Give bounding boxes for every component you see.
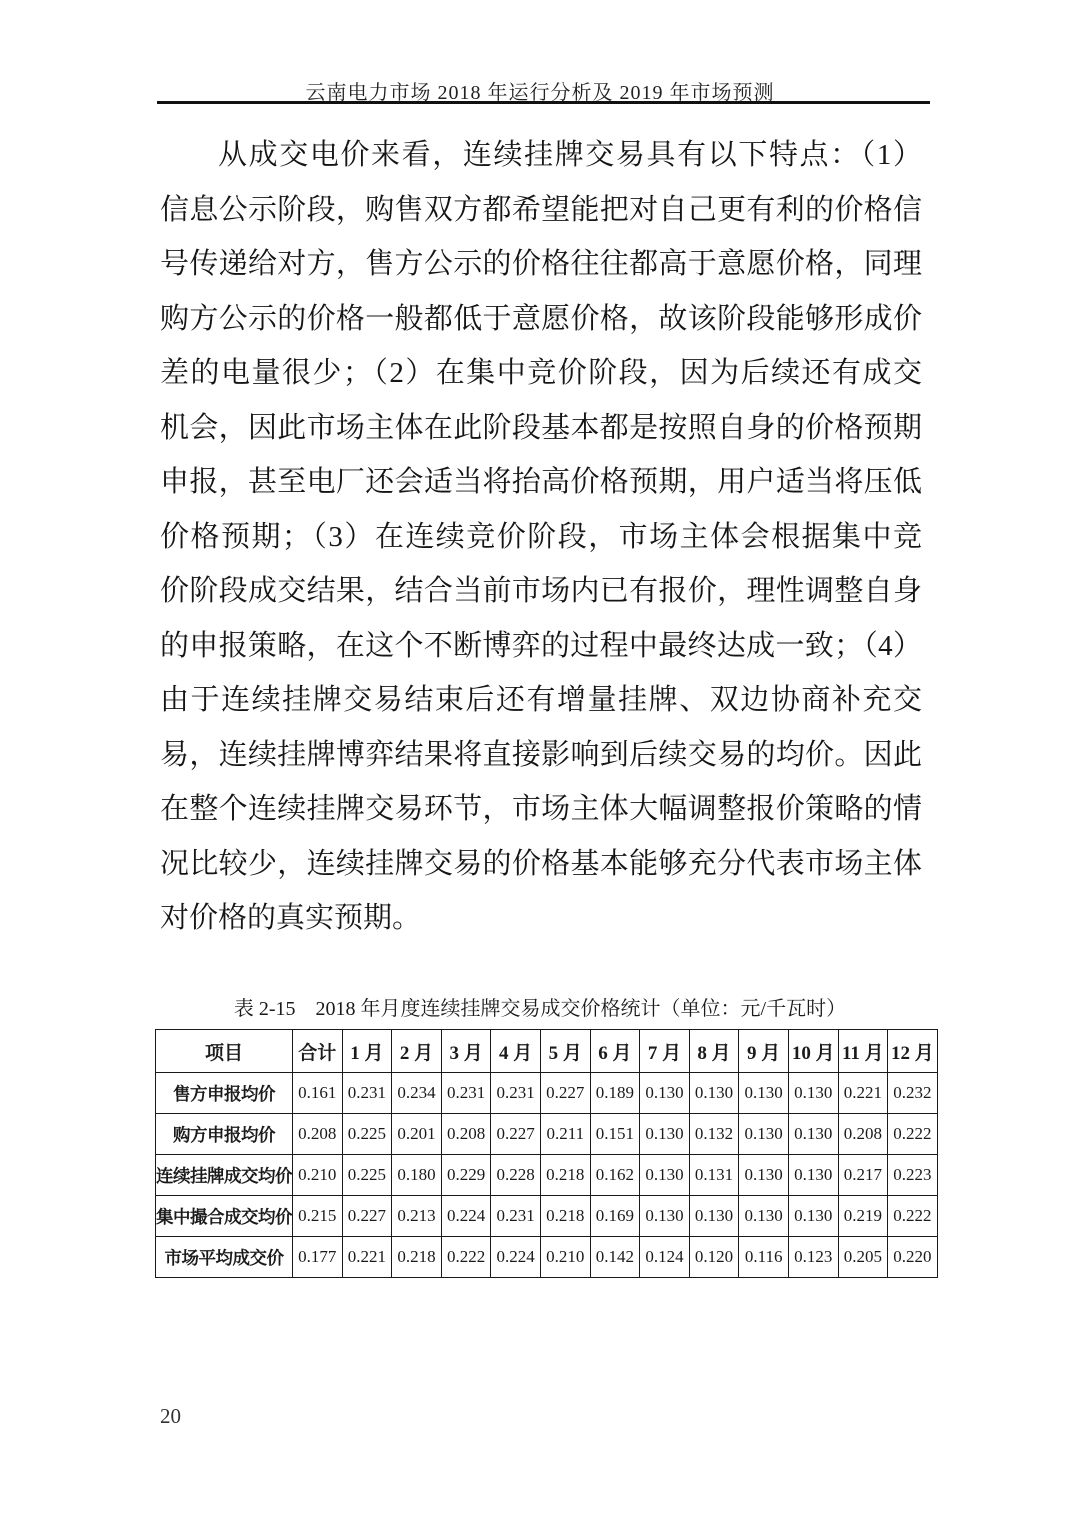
column-header: 10 月 — [788, 1030, 838, 1073]
price-cell: 0.180 — [392, 1155, 442, 1196]
price-cell: 0.231 — [342, 1073, 392, 1114]
price-cell: 0.130 — [739, 1155, 789, 1196]
price-cell: 0.222 — [888, 1196, 938, 1237]
price-cell: 0.130 — [788, 1196, 838, 1237]
header-rule — [157, 101, 930, 104]
paragraph-line: 机会，因此市场主体在此阶段基本都是按照自身的价格预期 — [160, 411, 922, 444]
price-cell: 0.231 — [491, 1196, 541, 1237]
column-header: 3 月 — [441, 1030, 491, 1073]
price-cell: 0.130 — [739, 1196, 789, 1237]
price-cell: 0.223 — [888, 1155, 938, 1196]
price-cell: 0.217 — [838, 1155, 888, 1196]
price-cell: 0.234 — [392, 1073, 442, 1114]
table-row — [156, 1114, 938, 1155]
row-label: 连续挂牌成交均价 — [156, 1155, 293, 1196]
price-cell: 0.151 — [590, 1114, 640, 1155]
price-cell: 0.116 — [739, 1237, 789, 1278]
running-header: 云南电力市场 2018 年运行分析及 2019 年市场预测 — [305, 82, 775, 104]
column-header: 12 月 — [888, 1030, 938, 1073]
price-cell: 0.130 — [689, 1073, 739, 1114]
column-header: 11 月 — [838, 1030, 888, 1073]
price-cell: 0.169 — [590, 1196, 640, 1237]
price-cell: 0.213 — [392, 1196, 442, 1237]
price-cell: 0.130 — [640, 1155, 690, 1196]
table-row — [156, 1073, 938, 1114]
table-row — [156, 1237, 938, 1278]
price-cell: 0.219 — [838, 1196, 888, 1237]
price-cell: 0.231 — [491, 1073, 541, 1114]
table-row — [156, 1155, 938, 1196]
paragraph-line: 价阶段成交结果，结合当前市场内已有报价，理性调整自身 — [160, 575, 922, 607]
table-body — [156, 1073, 938, 1278]
price-cell: 0.130 — [640, 1196, 690, 1237]
price-cell: 0.222 — [888, 1114, 938, 1155]
price-cell: 0.218 — [540, 1196, 590, 1237]
price-cell: 0.227 — [540, 1073, 590, 1114]
table-head — [156, 1030, 938, 1073]
price-cell: 0.130 — [739, 1073, 789, 1114]
price-cell: 0.130 — [640, 1073, 690, 1114]
price-cell: 0.208 — [838, 1114, 888, 1155]
price-cell: 0.224 — [491, 1237, 541, 1278]
table-header-row — [156, 1030, 938, 1073]
price-cell: 0.218 — [392, 1237, 442, 1278]
price-cell: 0.225 — [342, 1114, 392, 1155]
price-cell: 0.220 — [888, 1237, 938, 1278]
price-cell: 0.130 — [788, 1114, 838, 1155]
paragraph-line: 号传递给对方，售方公示的价格往往都高于意愿价格，同理 — [160, 248, 922, 280]
price-cell: 0.228 — [491, 1155, 541, 1196]
price-cell: 0.189 — [590, 1073, 640, 1114]
price-cell: 0.215 — [293, 1196, 343, 1237]
paragraph-line: 购方公示的价格一般都低于意愿价格，故该阶段能够形成价 — [160, 302, 922, 335]
price-cell: 0.227 — [491, 1114, 541, 1155]
price-cell: 0.211 — [540, 1114, 590, 1155]
paragraph-line: 从成交电价来看，连续挂牌交易具有以下特点：（1） — [218, 139, 922, 171]
price-cell: 0.130 — [788, 1073, 838, 1114]
price-cell: 0.131 — [689, 1155, 739, 1196]
paragraph-line: 对价格的真实预期。 — [160, 902, 422, 934]
price-cell: 0.130 — [640, 1114, 690, 1155]
column-header: 6 月 — [590, 1030, 640, 1073]
paragraph-line: 况比较少，连续挂牌交易的价格基本能够充分代表市场主体 — [160, 847, 922, 880]
price-cell: 0.205 — [838, 1237, 888, 1278]
row-label: 购方申报均价 — [156, 1114, 293, 1155]
price-cell: 0.221 — [342, 1237, 392, 1278]
price-cell: 0.225 — [342, 1155, 392, 1196]
price-cell: 0.221 — [838, 1073, 888, 1114]
column-header: 项目 — [156, 1030, 293, 1073]
paragraph-line: 差的电量很少；（2）在集中竞价阶段，因为后续还有成交 — [160, 357, 922, 389]
paragraph-line: 由于连续挂牌交易结束后还有增量挂牌、双边协商补充交 — [160, 684, 922, 716]
column-header: 8 月 — [689, 1030, 739, 1073]
price-cell: 0.210 — [540, 1237, 590, 1278]
paragraph-line: 的申报策略，在这个不断博弈的过程中最终达成一致；（4） — [160, 629, 922, 662]
paragraph-line: 价格预期；（3）在连续竞价阶段，市场主体会根据集中竞 — [160, 520, 922, 553]
paragraph-line: 信息公示阶段，购售双方都希望能把对自己更有利的价格信 — [160, 193, 922, 226]
table-caption: 表 2-15 2018 年月度连续挂牌交易成交价格统计（单位：元/千瓦时） — [233, 998, 847, 1020]
column-header: 1 月 — [342, 1030, 392, 1073]
row-label: 市场平均成交价 — [156, 1237, 293, 1278]
price-cell: 0.218 — [540, 1155, 590, 1196]
price-cell: 0.124 — [640, 1237, 690, 1278]
price-cell: 0.232 — [888, 1073, 938, 1114]
paragraph-line: 在整个连续挂牌交易环节，市场主体大幅调整报价策略的情 — [160, 793, 922, 825]
price-cell: 0.130 — [689, 1196, 739, 1237]
price-cell: 0.208 — [441, 1114, 491, 1155]
column-header: 4 月 — [491, 1030, 541, 1073]
price-cell: 0.227 — [342, 1196, 392, 1237]
column-header: 7 月 — [640, 1030, 690, 1073]
price-cell: 0.132 — [689, 1114, 739, 1155]
price-cell: 0.130 — [739, 1114, 789, 1155]
price-cell: 0.123 — [788, 1237, 838, 1278]
price-cell: 0.229 — [441, 1155, 491, 1196]
body-paragraph — [160, 128, 922, 946]
paragraph-line: 易，连续挂牌博弈结果将直接影响到后续交易的均价。因此 — [160, 738, 922, 771]
price-cell: 0.224 — [441, 1196, 491, 1237]
price-table — [155, 1029, 938, 1278]
price-cell: 0.210 — [293, 1155, 343, 1196]
column-header: 2 月 — [392, 1030, 442, 1073]
price-cell: 0.162 — [590, 1155, 640, 1196]
table-row — [156, 1196, 938, 1237]
price-cell: 0.130 — [788, 1155, 838, 1196]
price-cell: 0.231 — [441, 1073, 491, 1114]
page-number: 20 — [160, 1404, 181, 1428]
price-cell: 0.201 — [392, 1114, 442, 1155]
row-label: 集中撮合成交均价 — [156, 1196, 293, 1237]
column-header: 5 月 — [540, 1030, 590, 1073]
column-header: 9 月 — [739, 1030, 789, 1073]
price-cell: 0.161 — [293, 1073, 343, 1114]
column-header: 合计 — [293, 1030, 343, 1073]
price-cell: 0.208 — [293, 1114, 343, 1155]
price-cell: 0.177 — [293, 1237, 343, 1278]
price-cell: 0.222 — [441, 1237, 491, 1278]
price-cell: 0.142 — [590, 1237, 640, 1278]
price-cell: 0.120 — [689, 1237, 739, 1278]
paragraph-line: 申报，甚至电厂还会适当将抬高价格预期，用户适当将压低 — [160, 466, 922, 498]
row-label: 售方申报均价 — [156, 1073, 293, 1114]
